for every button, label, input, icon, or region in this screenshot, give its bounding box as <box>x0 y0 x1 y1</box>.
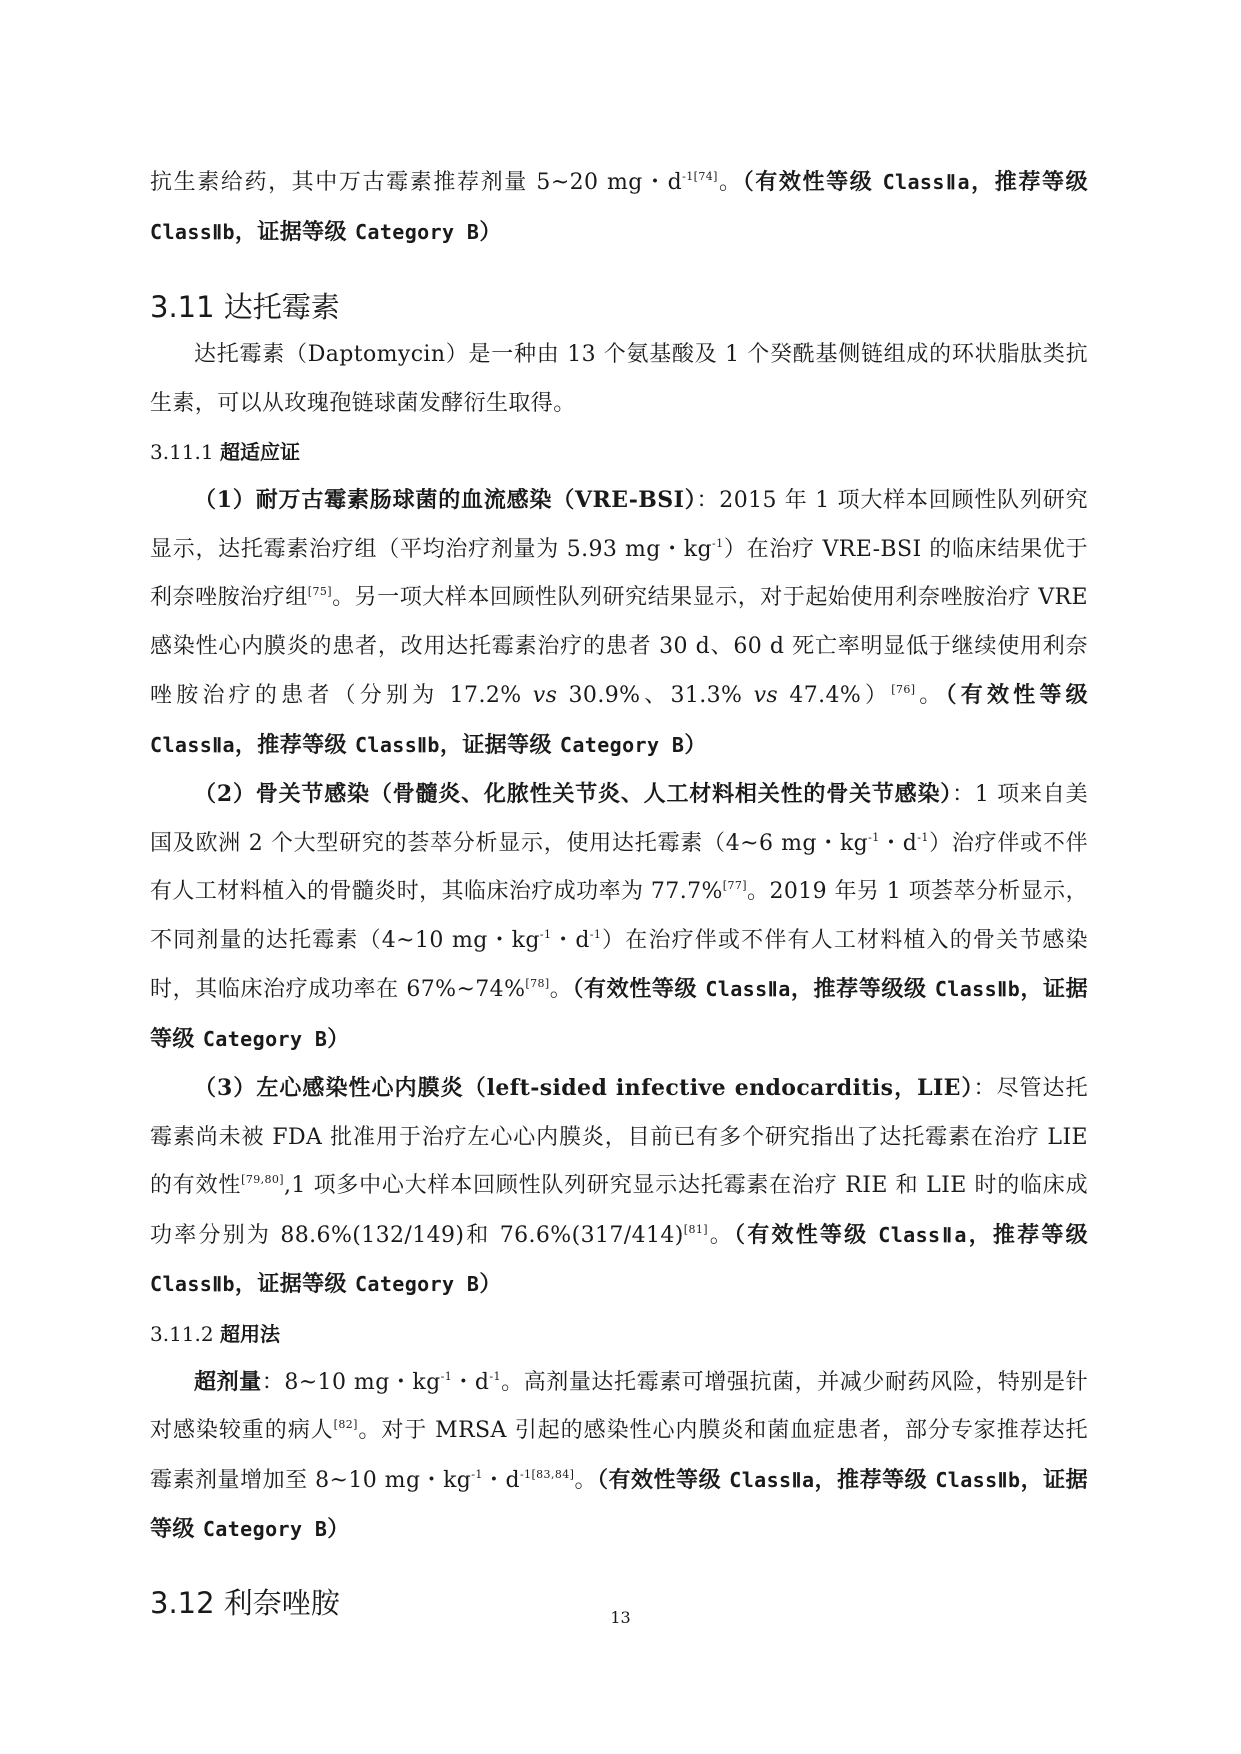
text: 抗生素给药，其中万古霉素推荐剂量 5~20 mg・d <box>150 170 683 195</box>
paragraph-high-dose: 超剂量：8~10 mg・$kg^{-1}$・$d^{-1}$。高剂量达托霉素可增强抗菌，并减少耐药风险，特别是针对感染较重的病人[82]。对于 MRSA 引起的感染性心内膜炎和菌血症患者，部分专家推荐达托霉素剂量增加至 8~10 mg・$kg^{-1}$・$d^{-1[83,84]}$。（有效性等级 ClassⅡa，推荐等级 ClassⅡb，证据等级 Category B） <box>150 1368 1089 1542</box>
subsection-heading-3-11-2: 3.11.2 超用法 <box>150 1321 280 1346</box>
citation: [76] <box>891 683 916 696</box>
citation: [79,80] <box>241 1173 284 1186</box>
paragraph-lead: （1）耐万古霉素肠球菌的血流感染（VRE-BSI） <box>194 487 697 513</box>
citation: [82] <box>333 1418 358 1431</box>
evidence-level: （有效性等级 ClassⅡa，推荐等级 ClassⅡb，证据等级 Category B） <box>150 1466 1089 1542</box>
section-heading-3-11: 3.11 达托霉素 <box>150 290 340 324</box>
subsection-heading-3-11-1: 3.11.1 超适应证 <box>150 440 300 464</box>
paragraph-lead: （3）左心感染性心内膜炎（left-sided infective endocarditis，LIE） <box>194 1075 974 1101</box>
paragraph-vre-bsi: （1）耐万古霉素肠球菌的血流感染（VRE-BSI）：2015 年 1 项大样本回顾性队列研究显示，达托霉素治疗组（平均治疗剂量为 5.93 mg・$kg^{-1}$）在治疗 VRE-BSI 的临床结果优于利奈唑胺治疗组[75]。另一项大样本回顾性队列研究结果显示，对于起始使用利奈唑胺治疗 VRE 感染性心内膜炎的患者，改用达托霉素治疗的患者 30 d、60 d 死亡率明显低于继续使用利奈唑胺治疗的患者（分别为 17.2% vs 30.9%、31.3% vs 47.4%）[76]。（有效性等级 ClassⅡa，推荐等级 ClassⅡb，证据等级 Category B） <box>150 487 1089 758</box>
citation: [77] <box>722 879 747 892</box>
citation: [75] <box>307 585 332 598</box>
evidence-level: （有效性等级 ClassⅡa，推荐等级 ClassⅡb，证据等级 Category B） <box>150 1221 1088 1297</box>
citation: [81] <box>683 1222 708 1236</box>
paragraph-bone-joint: （2）骨关节感染（骨髓炎、化脓性关节炎、人工材料相关性的骨关节感染）：1 项来自美国及欧洲 2 个大型研究的荟萃分析显示，使用达托霉素（4~6 mg・$kg^{-1}$・$d^{-1}$）治疗伴或不伴有人工材料植入的骨髓炎时，其临床治疗成功率为 77.7%[77]。2019 年另 1 项荟萃分析显示，不同剂量的达托霉素（4~10 mg・$kg^{-1}$・$d^{-1}$）在治疗伴或不伴有人工材料植入的骨关节感染时，其临床治疗成功率在 67%~74%[78]。（有效性等级 ClassⅡa，推荐等级级 ClassⅡb，证据等级 Category B） <box>150 781 1089 1052</box>
evidence-level: （有效性等级 ClassⅡa，推荐等级级 ClassⅡb，证据等级 Category B） <box>150 976 1089 1052</box>
paragraph-lead: 超剂量 <box>194 1368 262 1395</box>
evidence-level: （有效性等级 ClassⅡa，推荐等级 ClassⅡb，证据等级 Category B） <box>150 169 1088 245</box>
continuation-paragraph <box>150 158 1088 257</box>
section-heading-3-12: 3.12 利奈唑胺 <box>150 1585 340 1620</box>
citation: -1[74] <box>682 170 718 183</box>
paragraph-lie: （3）左心感染性心内膜炎（left-sided infective endocarditis，LIE）：尽管达托霉素尚未被 FDA 批准用于治疗左心心内膜炎，目前已有多个研究指出了达托霉素在治疗 LIE 的有效性[79,80],1 项多中心大样本回顾性队列研究显示达托霉素在治疗 RIE 和 LIE 时的临床成功率分别为 88.6%(132/149)和 76.6%(317/414)[81]。（有效性等级 ClassⅡa，推荐等级 ClassⅡb，证据等级 Category B） <box>150 1075 1088 1297</box>
citation: -1[83,84] <box>519 1467 575 1481</box>
document-page <box>150 158 1088 1623</box>
text: 。 <box>717 170 743 195</box>
paragraph-lead: （2）骨关节感染（骨髓炎、化脓性关节炎、人工材料相关性的骨关节感染） <box>194 781 953 807</box>
evidence-level: （有效性等级 ClassⅡa，推荐等级 ClassⅡb，证据等级 Category B） <box>150 682 1089 758</box>
intro-paragraph: 达托霉素（Daptomycin）是一种由 13 个氨基酸及 1 个癸酰基侧链组成的环状脂肽类抗生素，可以从玫瑰孢链球菌发酵衍生取得。 <box>150 342 1088 416</box>
citation: [78] <box>525 977 550 990</box>
page-number: 13 <box>610 1608 631 1627</box>
